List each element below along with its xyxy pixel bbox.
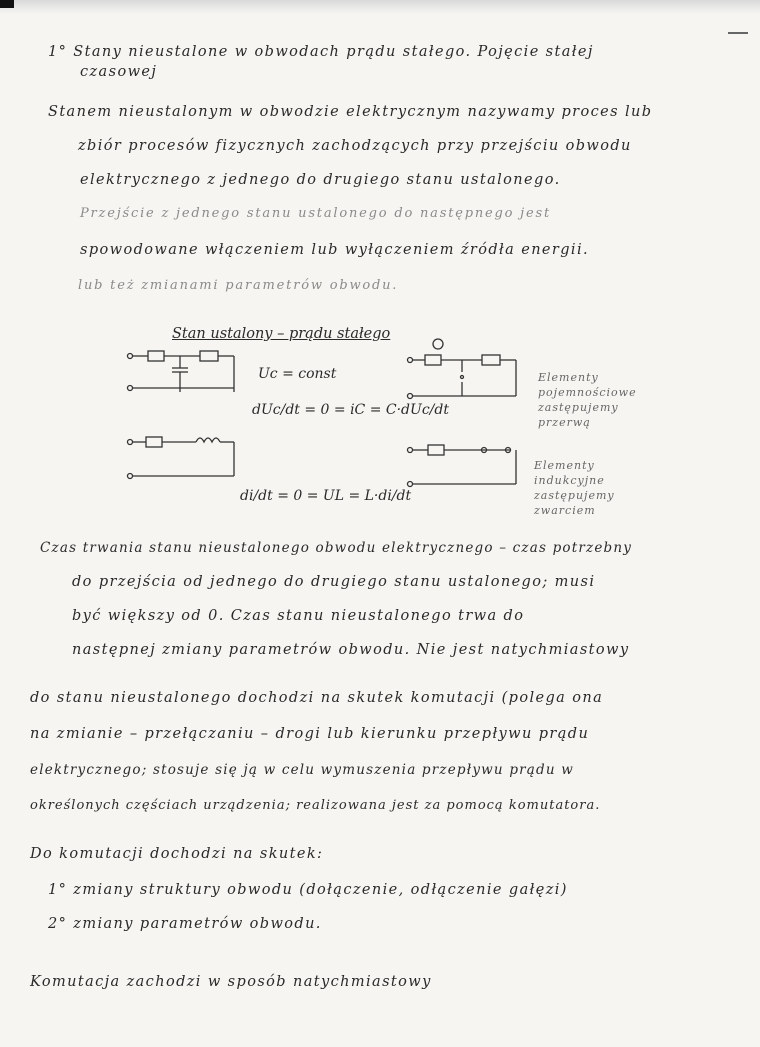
heading-line-2: czasowej [80,64,158,80]
text-line: następnej zmiany parametrów obwodu. Nie jest natychmiastowy [72,642,630,658]
text-line: zbiór procesów fizycznych zachodzących przy przejściu obwodu [78,138,632,154]
heading-line-1: 1° Stany nieustalone w obwodach prądu stałego. Pojęcie stałej [48,44,594,60]
text-line: Do komutacji dochodzi na skutek: [30,846,324,862]
list-item: 2° zmiany parametrów obwodu. [48,916,322,932]
text-line: określonych częściach urządzenia; realizowana jest za pomocą komutatora. [30,798,601,813]
scan-edge [0,0,760,14]
text-line: elektrycznego; stosuje się ją w celu wymuszenia przepływu prądu w [30,762,575,778]
margin-mark [728,32,748,34]
text-line: do przejścia od jednego do drugiego stanu ustalonego; musi [72,574,596,590]
capacitive-note: Elementy pojemnościowe zastępujemy przerwą [538,371,637,429]
text-line: Przejście z jednego stanu ustalonego do następnego jest [80,206,551,221]
inductor-equation: di/dt = 0 = UL = L·di/dt [240,488,412,504]
list-item: 1° zmiany struktury obwodu (dołączenie, odłączenie gałęzi) [48,882,568,898]
text-line: spowodowane włączeniem lub wyłączeniem źródła energii. [80,242,590,258]
text-line: na zmianie – przełączaniu – drogi lub kierunku przepływu prądu [30,726,590,742]
uc-const-label: Uc = const [258,366,337,382]
text-line: być większy od 0. Czas stanu nieustalonego trwa do [72,608,525,624]
circuit-diagram [120,326,640,532]
text-line: do stanu nieustalonego dochodzi na skutek komutacji (polega ona [30,690,604,706]
text-line: Czas trwania stanu nieustalonego obwodu elektrycznego – czas potrzebny [40,540,633,556]
scan-corner-mark [0,0,14,8]
text-line: Stanem nieustalonym w obwodzie elektrycznym nazywamy proces lub [48,104,653,120]
text-line: elektrycznego z jednego do drugiego stanu ustalonego. [80,172,561,188]
text-line: Komutacja zachodzi w sposób natychmiastowy [30,974,432,990]
circuit-title: Stan ustalony – prądu stałego [172,326,391,342]
capacitor-equation: dUc/dt = 0 = iC = C·dUc/dt [252,402,449,418]
text-line: lub też zmianami parametrów obwodu. [78,278,399,293]
inductive-note: Elementy indukcyjne zastępujemy zwarciem [534,459,615,517]
